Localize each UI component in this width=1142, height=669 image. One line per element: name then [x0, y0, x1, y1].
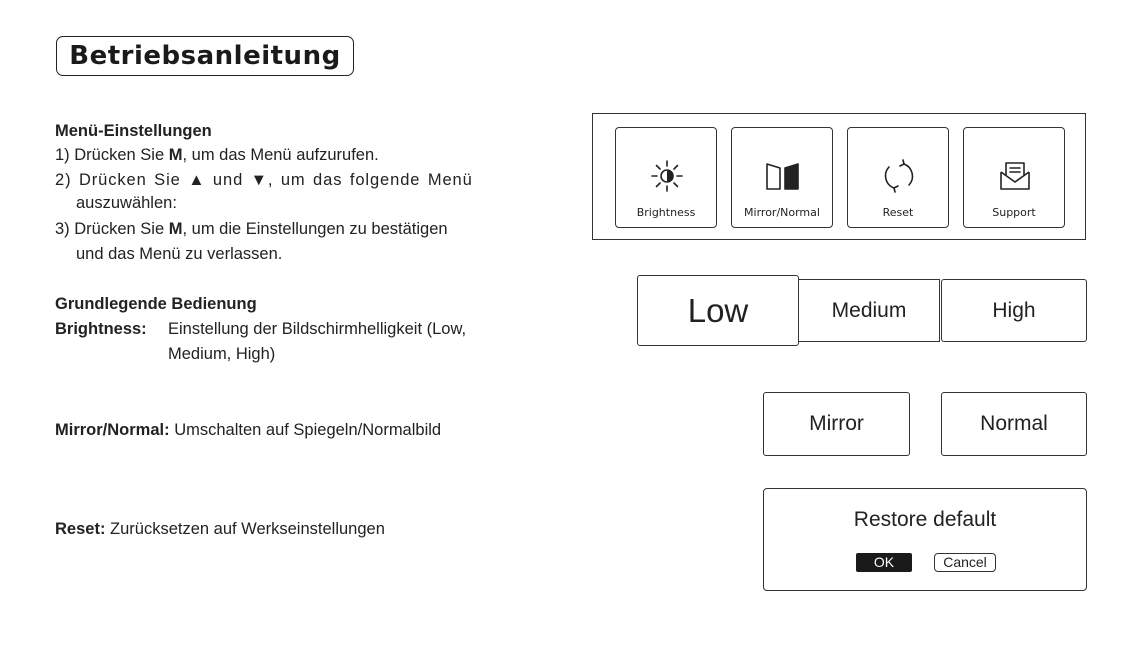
- menu-step-1: [55, 144, 379, 166]
- menu-step-2-cont: auszuwählen:: [76, 194, 177, 212]
- menu-tile-mirror-normal[interactable]: [731, 127, 833, 228]
- menu-tile-brightness[interactable]: [615, 127, 717, 228]
- page-title: Betriebsanleitung: [69, 41, 341, 71]
- menu-tile-reset[interactable]: [847, 127, 949, 228]
- reset-description: [55, 518, 385, 540]
- title-box: [56, 36, 354, 76]
- brightness-term: Brightness:: [55, 320, 147, 338]
- mirror-option-normal[interactable]: Normal: [941, 392, 1087, 456]
- menu-step-2: 2) Drücken Sie ▲ und ▼, um das folgende Menü: [55, 171, 473, 189]
- step1-post: , um das Menü aufzurufen.: [182, 146, 379, 164]
- brightness-option-high[interactable]: High: [941, 279, 1087, 342]
- tile-label-brightness: Brightness: [636, 206, 696, 219]
- restore-default-dialog: [763, 488, 1087, 591]
- mirror-term: Mirror/Normal:: [55, 421, 170, 439]
- mirror-icon: [763, 156, 803, 196]
- reset-desc: Zurücksetzen auf Werkseinstellungen: [110, 520, 385, 538]
- menu-step-3: [55, 218, 448, 240]
- menu-tile-support[interactable]: [963, 127, 1065, 228]
- menu-settings-heading: Menü-Einstellungen: [55, 122, 212, 140]
- basic-operation-heading: Grundlegende Bedienung: [55, 295, 257, 313]
- tile-label-mirror-normal: Mirror/Normal: [744, 206, 820, 219]
- mail-icon: [995, 156, 1035, 196]
- ok-button[interactable]: OK: [856, 553, 912, 572]
- brightness-option-low[interactable]: Low: [637, 275, 799, 346]
- tile-label-support: Support: [992, 206, 1036, 219]
- step3-key: M: [168, 220, 183, 238]
- step3-post: , um die Einstellungen zu bestätigen: [182, 220, 448, 238]
- brightness-desc-cont: Medium, High): [168, 345, 276, 363]
- reset-term: Reset:: [55, 520, 106, 538]
- step1-pre: 1) Drücken Sie: [55, 146, 169, 164]
- refresh-icon: [879, 156, 919, 196]
- sun-icon: [647, 156, 687, 196]
- step3-pre: 3) Drücken Sie: [55, 220, 169, 238]
- mirror-description: [55, 419, 441, 441]
- tile-label-reset: Reset: [882, 206, 914, 219]
- cancel-button[interactable]: Cancel: [934, 553, 996, 572]
- step1-key: M: [168, 146, 183, 164]
- menu-step-3-cont: und das Menü zu verlassen.: [76, 245, 283, 263]
- mirror-option-mirror[interactable]: Mirror: [763, 392, 910, 456]
- mirror-desc: Umschalten auf Spiegeln/Normalbild: [174, 421, 442, 439]
- brightness-desc: Einstellung der Bildschirmhelligkeit (Low,: [168, 320, 467, 338]
- brightness-option-medium[interactable]: Medium: [798, 279, 940, 342]
- restore-dialog-title: Restore default: [853, 508, 997, 531]
